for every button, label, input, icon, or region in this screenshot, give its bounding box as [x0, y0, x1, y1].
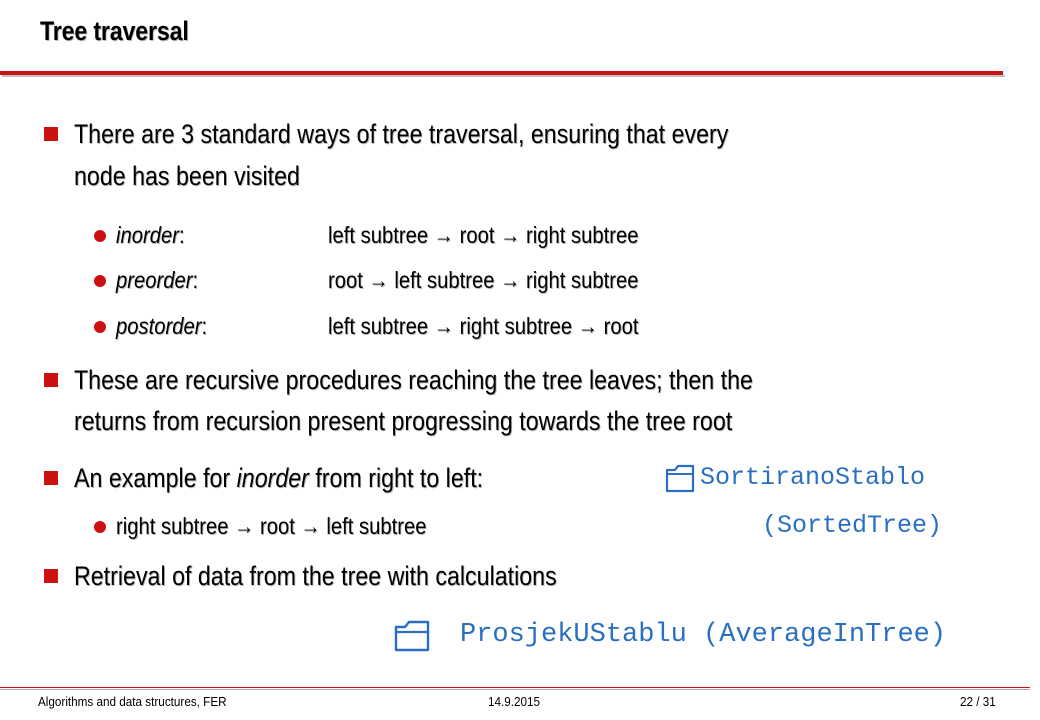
slide-title: Tree traversal	[40, 16, 189, 46]
bullet-square-icon	[44, 471, 58, 485]
bullet-4-text: Retrieval of data from the tree with calculations	[74, 561, 557, 591]
code-ref-sortiranostablo[interactable]: SortiranoStablo	[700, 463, 926, 492]
title-divider-shadow	[2, 75, 1005, 77]
footer-divider-shadow	[0, 689, 1030, 690]
bullet-2-line-1: These are recursive procedures reaching the tree leaves; then the	[74, 365, 753, 395]
traversal-order-preorder: root → left subtree → right subtree	[328, 267, 639, 293]
code-ref-sortedtree-note: (SortedTree)	[762, 511, 943, 540]
traversal-order-inorder: left subtree → root → right subtree	[328, 222, 639, 248]
sub-bullet-dot-icon	[94, 321, 106, 333]
traversal-name-preorder: preorder:	[116, 267, 199, 293]
traversal-name-postorder: postorder:	[116, 313, 208, 339]
footer-course: Algorithms and data structures, FER	[38, 694, 227, 709]
bullet-square-icon	[44, 127, 58, 141]
bullet-square-icon	[44, 373, 58, 387]
bullet-square-icon	[44, 569, 58, 583]
folder-icon[interactable]	[392, 617, 432, 655]
bullet-1-line-1: There are 3 standard ways of tree traversal, ensuring that every	[74, 119, 729, 149]
folder-icon[interactable]	[664, 461, 696, 495]
example-sub-order: right subtree → root → left subtree	[116, 513, 427, 539]
footer-divider	[0, 687, 1030, 688]
footer-page-number: 22 / 31	[960, 694, 996, 709]
bullet-2-line-2: returns from recursion present progressing towards the tree root	[74, 406, 733, 436]
bullet-1-line-2: node has been visited	[74, 161, 300, 191]
traversal-name-inorder: inorder:	[116, 222, 185, 248]
bullet-3-text: An example for inorder from right to left:	[74, 463, 484, 493]
sub-bullet-dot-icon	[94, 521, 106, 533]
traversal-order-postorder: left subtree → right subtree → root	[328, 313, 639, 339]
sub-bullet-dot-icon	[94, 275, 106, 287]
sub-bullet-dot-icon	[94, 230, 106, 242]
footer-date: 14.9.2015	[488, 694, 541, 709]
code-ref-prosjekustablu[interactable]: ProsjekUStablu (AverageInTree)	[460, 620, 947, 650]
